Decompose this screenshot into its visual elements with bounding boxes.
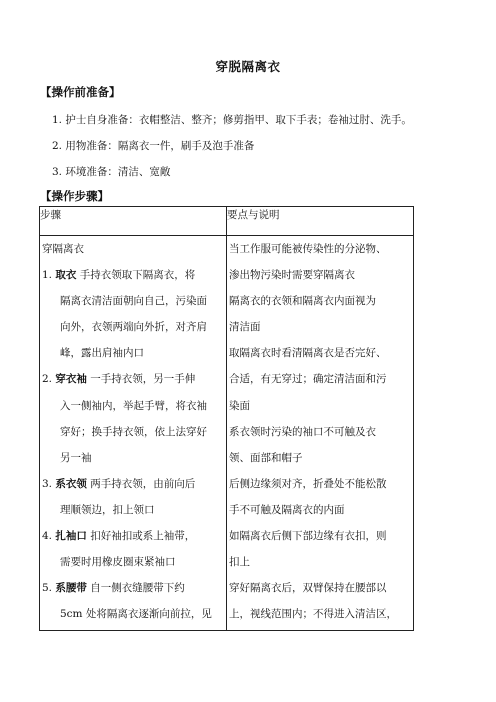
step-number: 4. [42,530,56,543]
step-text: 5cm 处将隔离衣逐渐向前拉，见 [60,608,212,621]
step-title: 穿衣袖 [55,373,87,386]
step-text: 自一侧衣缝腰带下约 [86,582,185,595]
document-title: 穿脱隔离衣 [215,59,281,74]
step-line [40,236,226,262]
step-line [40,471,226,497]
step-title: 系腰带 [55,582,87,595]
step-text: 穿隔离衣 [42,243,84,255]
table-body-row [40,236,414,631]
prep-item-3: 3. 环境准备：清洁、宽敞 [52,166,171,178]
step-title: 扎袖口 [55,530,87,543]
step-line [40,366,226,392]
note-line: 合适，有无穿过；确定清洁面和污 [229,373,387,386]
step-text: 另一袖 [60,451,92,464]
step-line [40,288,226,314]
prep-item-2: 2. 用物准备：隔离衣一件，刷手及泡手准备 [52,140,255,152]
step-text: 手持衣领取下隔离衣，将 [76,269,196,282]
prep-item-1: 1. 护士自身准备：衣帽整洁、整齐；修剪指甲、取下手表；卷袖过肘、洗手。 [52,114,412,126]
note-line: 领、面部和帽子 [229,451,303,464]
step-text: 一手持衣领，另一手伸 [86,373,196,386]
step-text: 峰，露出肩袖内口 [60,347,144,360]
column-header-steps: 步骤 [40,207,227,236]
note-line: 如隔离衣后侧下部边缘有衣扣，则 [229,530,387,543]
step-text: 需要时用橡皮圈束紧袖口 [60,556,176,569]
note-line: 系衣领时污染的袖口不可触及衣 [229,425,376,438]
step-line [40,601,226,627]
step-line [40,497,226,523]
step-line [40,445,226,471]
table-header-row [40,207,414,236]
note-line: 染面 [229,399,250,412]
step-number: 5. [42,582,56,595]
note-line: 后侧边缘须对齐，折叠处不能松散 [229,477,387,490]
step-line [40,393,226,419]
step-line [40,575,226,601]
step-number: 3. [42,477,56,490]
step-line [40,314,226,340]
step-title: 取衣 [55,269,77,282]
step-title: 系衣领 [55,477,87,490]
notes-cell [227,236,414,631]
note-line: 当工作服可能被传染性的分泌物、 [229,243,387,255]
steps-table [39,206,414,631]
note-line: 清洁面 [229,321,261,334]
steps-cell [40,236,227,631]
step-number: 1. [42,269,56,282]
step-text: 穿好；换手持衣领，依上法穿好 [60,425,207,438]
step-text: 两手持衣领，由前向后 [86,477,196,490]
note-line: 扣上 [229,556,250,569]
step-text: 扣好袖扣或系上袖带， [86,530,196,543]
note-line: 穿好隔离衣后，双臂保持在腰部以 [229,582,387,595]
step-text: 隔离衣清洁面朝向自己，污染面 [60,295,207,308]
step-line [40,262,226,288]
step-number: 2. [42,373,56,386]
steps-heading: 【操作步骤】 [40,189,109,203]
column-header-notes: 要点与说明 [227,207,414,236]
step-text: 入一侧袖内，举起手臂，将衣袖 [60,399,207,412]
step-text: 理顺领边，扣上领口 [60,503,155,516]
note-line: 取隔离衣时看清隔离衣是否完好、 [229,347,387,360]
note-line: 上，视线范围内；不得进入清洁区， [229,608,397,621]
step-text: 向外，衣领两端向外折，对齐肩 [60,321,207,334]
step-line [40,419,226,445]
prep-heading: 【操作前准备】 [40,85,121,99]
step-line [40,523,226,549]
note-line: 渗出物污染时需要穿隔离衣 [229,269,355,282]
note-line: 隔离衣的衣领和隔离衣内面视为 [229,295,376,308]
note-line: 手不可触及隔离衣的内面 [229,503,345,516]
step-line [40,340,226,366]
step-line [40,549,226,575]
